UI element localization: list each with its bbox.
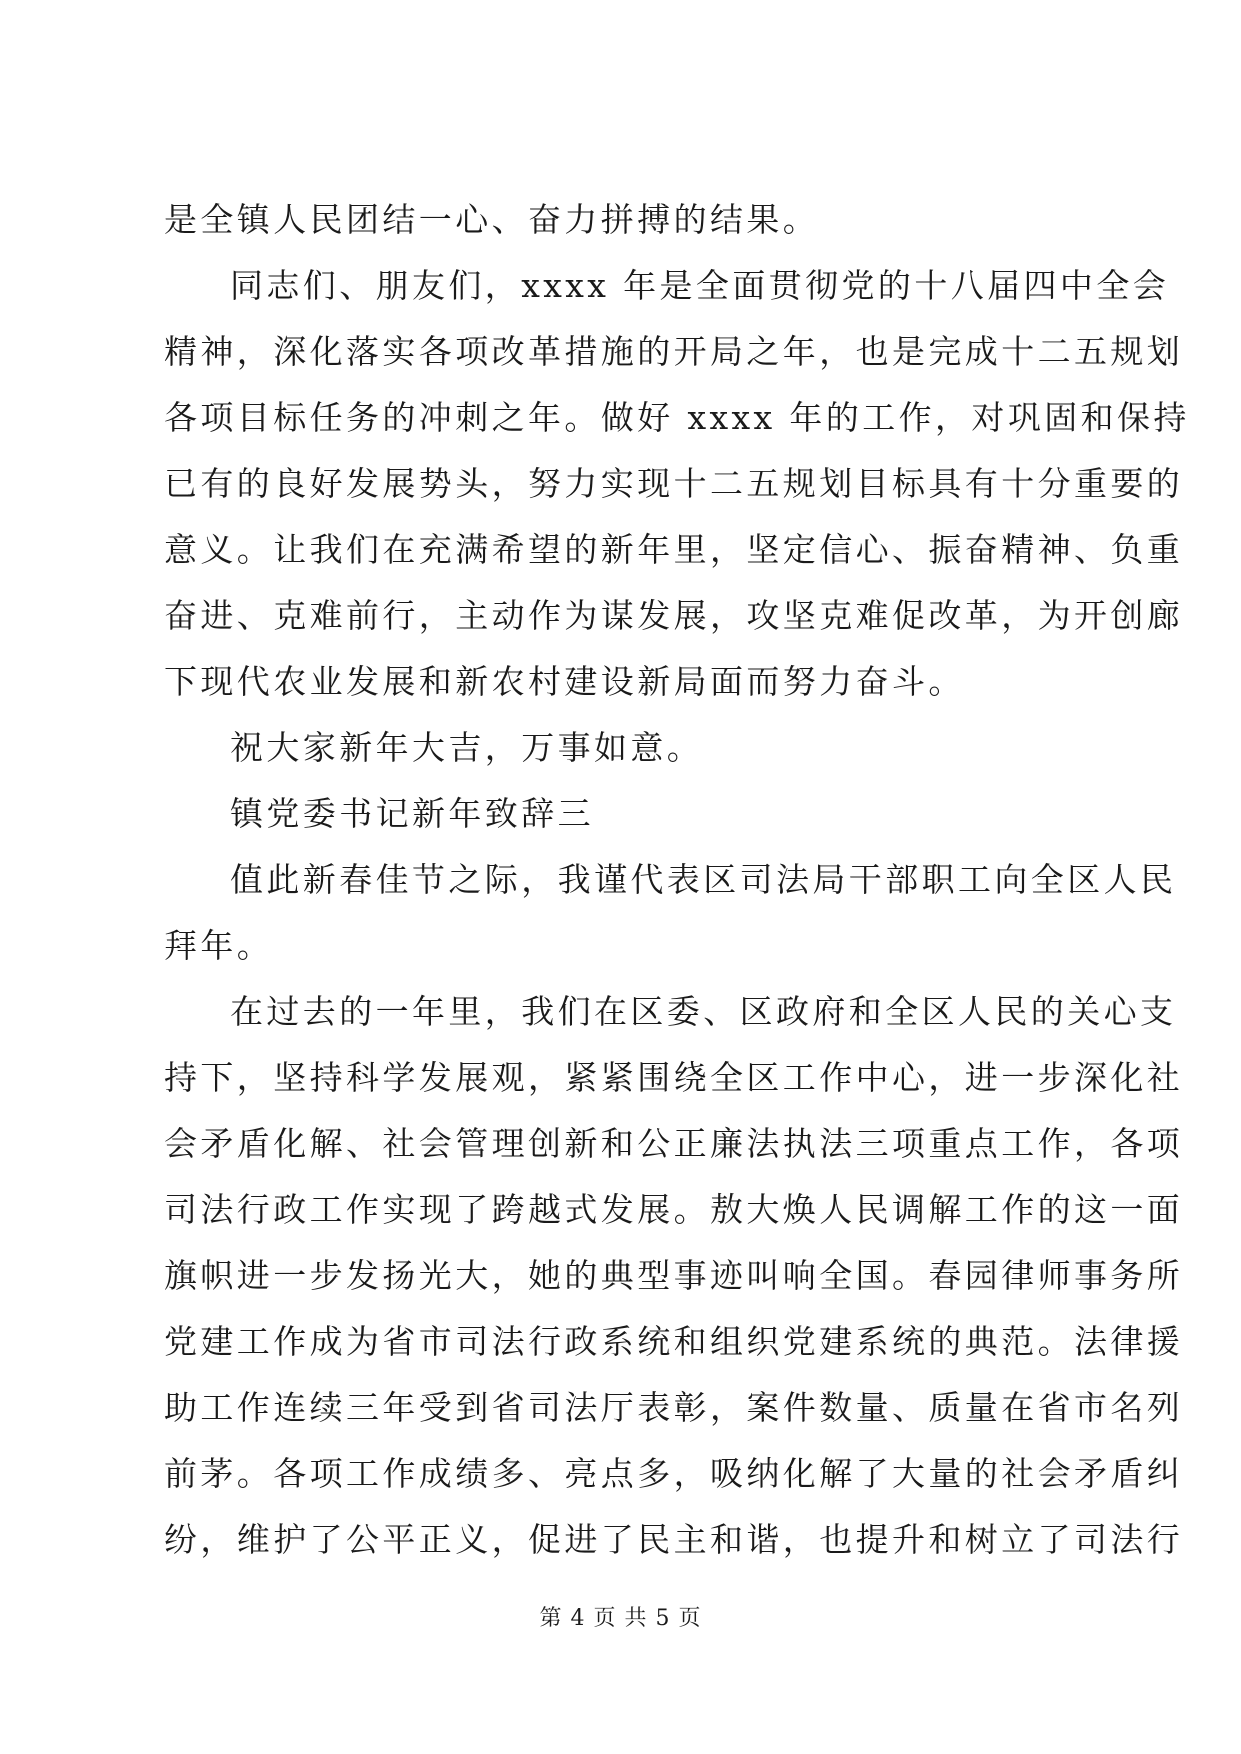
section-heading: 镇党委书记新年致辞三	[230, 794, 594, 833]
text-line: 是全镇人民团结一心、奋力拼搏的结果。	[164, 200, 820, 239]
text-line: 助工作连续三年受到省司法厅表彰，案件数量、质量在省市名列	[164, 1388, 1184, 1427]
text-line: 纷，维护了公平正义，促进了民主和谐，也提升和树立了司法行	[164, 1520, 1184, 1559]
text-line: 祝大家新年大吉，万事如意。	[230, 728, 704, 767]
text-line: 在过去的一年里，我们在区委、区政府和全区人民的关心支	[230, 992, 1177, 1031]
text-line: 前茅。各项工作成绩多、亮点多，吸纳化解了大量的社会矛盾纠	[164, 1454, 1184, 1493]
text-line: 奋进、克难前行，主动作为谋发展，攻坚克难促改革，为开创廊	[164, 596, 1184, 635]
text-line: 拜年。	[164, 926, 274, 965]
text-line: 持下，坚持科学发展观，紧紧围绕全区工作中心，进一步深化社	[164, 1058, 1184, 1097]
text-line: 值此新春佳节之际，我谨代表区司法局干部职工向全区人民	[230, 860, 1177, 899]
text-line: 党建工作成为省市司法行政系统和组织党建系统的典范。法律援	[164, 1322, 1184, 1361]
text-line: 司法行政工作实现了跨越式发展。敖大焕人民调解工作的这一面	[164, 1190, 1184, 1229]
text-line: 已有的良好发展势头，努力实现十二五规划目标具有十分重要的	[164, 464, 1184, 503]
text-line: 精神，深化落实各项改革措施的开局之年，也是完成十二五规划	[164, 332, 1184, 371]
text-line: 下现代农业发展和新农村建设新局面而努力奋斗。	[164, 662, 965, 701]
page-number-footer: 第 4 页 共 5 页	[539, 1606, 702, 1631]
text-line: 各项目标任务的冲刺之年。做好 xxxx 年的工作，对巩固和保持	[164, 398, 1190, 437]
text-line: 旗帜进一步发扬光大，她的典型事迹叫响全国。春园律师事务所	[164, 1256, 1184, 1295]
text-line: 会矛盾化解、社会管理创新和公正廉法执法三项重点工作，各项	[164, 1124, 1184, 1163]
text-line: 意义。让我们在充满希望的新年里，坚定信心、振奋精神、负重	[164, 530, 1184, 569]
text-line: 同志们、朋友们，xxxx 年是全面贯彻党的十八届四中全会	[230, 266, 1170, 305]
